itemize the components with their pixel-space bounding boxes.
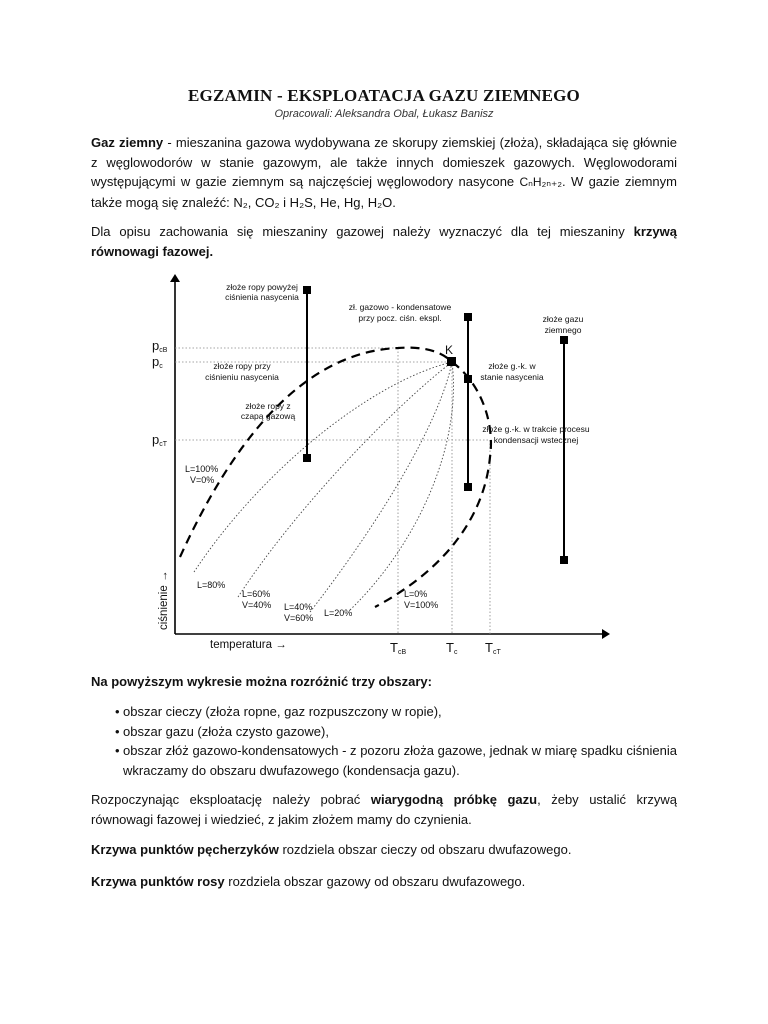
quality-line-20 — [350, 362, 453, 610]
x-tick-TcT: TcT — [485, 640, 501, 656]
oil-start-marker — [304, 287, 310, 293]
svg-text:złoże ropy z: złoże ropy z — [245, 401, 291, 411]
page-title: EGZAMIN - EKSPLOATACJA GAZU ZIEMNEGO — [188, 86, 580, 105]
x-axis-arrow — [602, 629, 610, 639]
gas-components: N₂, CO₂ i H₂S, He, Hg, H₂O. — [233, 194, 396, 210]
svg-text:V=100%: V=100% — [404, 600, 439, 610]
critical-point-label: K — [445, 343, 454, 357]
svg-text:złoże g.-k. w trakcie procesu: złoże g.-k. w trakcie procesu — [482, 424, 590, 434]
svg-text:V=40%: V=40% — [242, 600, 272, 610]
list-item: • obszar cieczy (złoża ropne, gaz rozpuszczony w ropie), — [91, 702, 677, 722]
sampling-text-2: , żeby ustalić krzywą równowagi fazowej i wiedzieć, z jakim złożem mamy do czynienia. — [91, 792, 678, 827]
gas-start-marker — [561, 337, 567, 343]
authors-line: Opracowali: Aleksandra Obal, Łukasz Banisz — [274, 108, 494, 120]
svg-text:ciśnieniu nasycenia: ciśnieniu nasycenia — [205, 372, 279, 382]
sampling-term: wiarygodną próbkę gazu — [370, 792, 538, 807]
svg-text:złoże ropy przy: złoże ropy przy — [213, 361, 271, 371]
svg-text:stanie nasycenia: stanie nasycenia — [480, 372, 544, 382]
y-axis-arrow — [170, 274, 180, 282]
intro-term: Gaz ziemny — [91, 135, 164, 150]
x-tick-TcB: TcB — [390, 640, 407, 656]
quality-line-40 — [310, 362, 452, 612]
intro-paragraph — [91, 133, 677, 212]
x-axis-label: temperatura → — [210, 639, 287, 651]
svg-text:kondensacji wstecznej: kondensacji wstecznej — [493, 435, 579, 445]
svg-text:L=20%: L=20% — [324, 608, 353, 618]
alkane-formula: CₙH₂ₙ₊₂ — [519, 175, 563, 189]
bubble-text: rozdziela obszar cieczy od obszaru dwufazowego. — [278, 842, 572, 857]
areas-heading: Na powyższym wykresie można rozróżnić trzy obszary: — [91, 674, 432, 689]
svg-text:V=0%: V=0% — [190, 475, 215, 485]
dew-term: Krzywa punktów rosy — [91, 874, 225, 889]
phase-text: Dla opisu zachowania się mieszaniny gazowej należy wyznaczyć dla tej mieszaniny — [91, 224, 634, 239]
intro-text: - mieszanina gazowa wydobywana ze skorupy ziemskiej (złoża), składająca się głównie z węglowodorów w stanie gazowym, ale także innych domieszek gazowych. Węglowodorami występującymi w gazie ziemnym są najczęściej węglowodory nasycone — [91, 135, 678, 189]
svg-text:ziemnego: ziemnego — [544, 325, 582, 335]
condensate-start-marker — [465, 314, 471, 320]
svg-text:L=100%: L=100% — [185, 464, 219, 474]
list-item: • obszar złóż gazowo-kondensatowych - z pozoru złoża gazowe, jednak w miarę spadku ciśnienia wkraczamy do obszaru dwufazowego (kondensacja gazu). — [91, 741, 677, 780]
svg-text:złoże gazu: złoże gazu — [542, 314, 584, 324]
svg-text:L=80%: L=80% — [197, 580, 226, 590]
areas-list — [91, 702, 677, 780]
y-tick-pc: pc — [152, 354, 163, 370]
svg-text:L=40%: L=40% — [284, 602, 313, 612]
svg-text:złoże ropy powyżej: złoże ropy powyżej — [226, 282, 298, 292]
x-tick-Tc: Tc — [446, 640, 458, 656]
phase-diagram — [150, 272, 610, 657]
oil-end-marker — [304, 455, 310, 461]
list-item: • obszar gazu (złoża czysto gazowe), — [91, 722, 677, 742]
quality-line-80 — [194, 362, 452, 572]
condensate-end-marker — [465, 484, 471, 490]
svg-text:przy pocz. ciśn. ekspl.: przy pocz. ciśn. ekspl. — [358, 313, 442, 323]
y-axis-label: ciśnienie → — [158, 570, 170, 630]
svg-text:zł. gazowo - kondensatowe: zł. gazowo - kondensatowe — [348, 302, 452, 312]
phase-term: krzywą równowagi fazowej. — [91, 224, 677, 259]
dew-curve-paragraph — [91, 872, 677, 892]
sampling-text: Rozpoczynając eksploatację należy pobrać — [91, 792, 371, 807]
bubble-curve-paragraph — [91, 840, 677, 860]
condensate-saturation-marker — [465, 376, 471, 382]
y-tick-pcB: pcB — [152, 338, 168, 354]
bubble-term: Krzywa punktów pęcherzyków — [91, 842, 279, 857]
sampling-paragraph — [91, 790, 677, 829]
phase-paragraph — [91, 222, 677, 261]
svg-text:L=60%: L=60% — [242, 589, 271, 599]
svg-text:ciśnienia nasycenia: ciśnienia nasycenia — [225, 292, 299, 302]
svg-text:V=60%: V=60% — [284, 613, 314, 623]
svg-text:L=0%: L=0% — [404, 589, 428, 599]
svg-text:czapą gazową: czapą gazową — [240, 411, 296, 421]
svg-text:złoże g.-k. w: złoże g.-k. w — [488, 361, 536, 371]
intro-text-2: . W gazie ziemnym także mogą się znaleźć: — [91, 174, 677, 210]
dew-text: rozdziela obszar gazowy od obszaru dwufazowego. — [224, 874, 526, 889]
y-tick-pcT: pcT — [152, 432, 168, 448]
critical-point-marker — [448, 358, 455, 365]
gas-end-marker — [561, 557, 567, 563]
